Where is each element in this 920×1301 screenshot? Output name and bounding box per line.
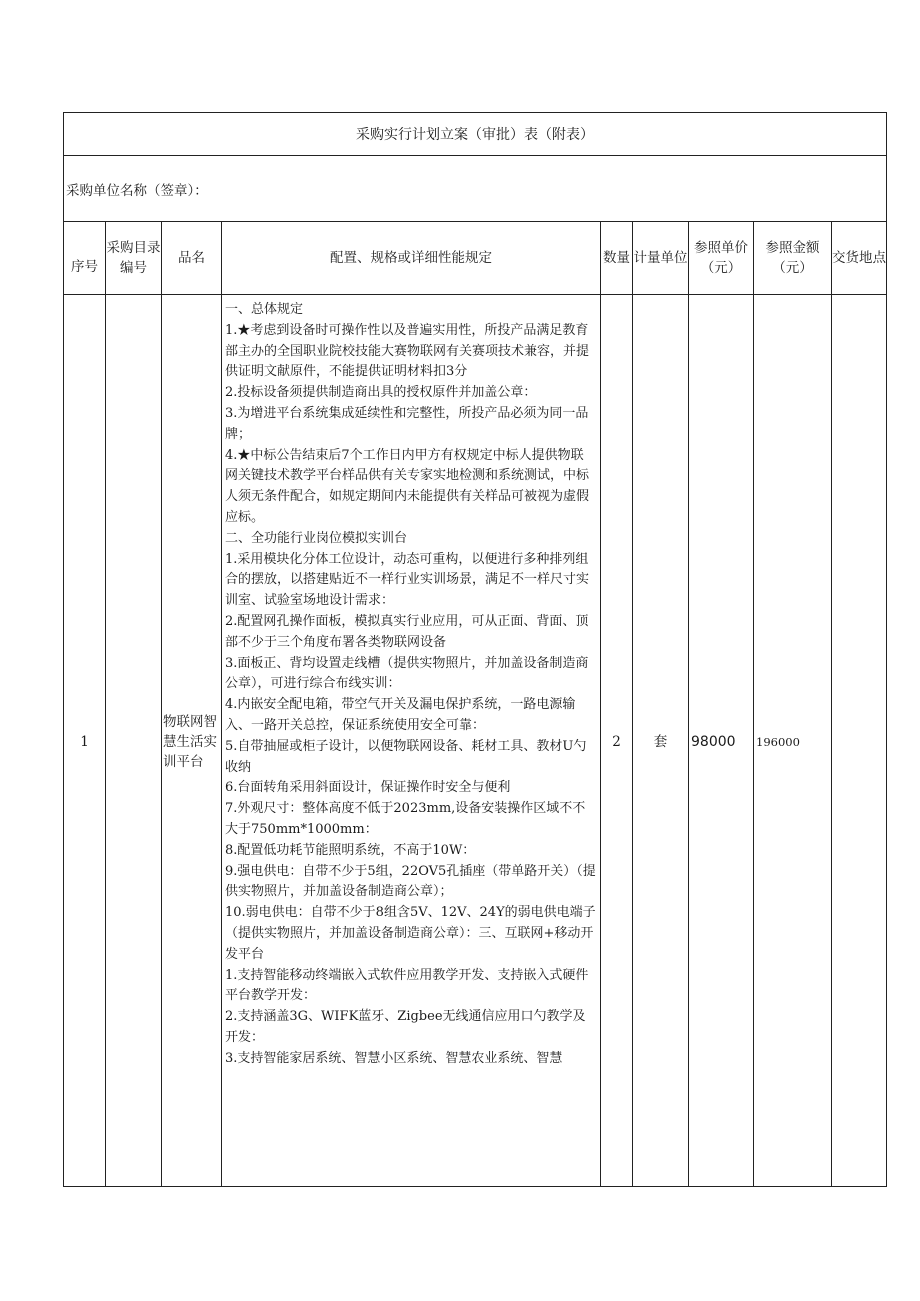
row-delivery	[832, 295, 886, 1187]
spec-line: 6.台面转角采用斜面设计，保证操作时安全与便利	[225, 780, 511, 796]
spec-line: 10.弱电供电：自带不少于8组含5V、12V、24Y的弱电供电端子（提供实物照片，并加盖设备制造商公章）：三、互联网+移动开发平台	[225, 905, 596, 962]
spec-line: 3.支持智能家居系统、智慧小区系统、智慧农业系统、智慧	[225, 1050, 563, 1066]
table-row	[64, 295, 886, 1187]
spec-line: 5.自带抽屉或柜子设计，以便物联网设备、耗材工具、教材U勺收纳	[225, 738, 587, 775]
header-seq: 序号	[64, 222, 106, 294]
header-spec: 配置、规格或详细性能规定	[222, 222, 601, 294]
header-ref-price: 参照单价（元）	[689, 222, 754, 294]
header-ref-amount: 参照金额（元）	[754, 222, 832, 294]
spec-line: 1.采用模块化分体工位设计，动态可重构，以便进行多种排列组合的摆放，以搭建贴近不一样行业实训场景，满足不一样尺寸实训室、试验室场地设计需求：	[225, 551, 590, 609]
row-item-name: 物联网智慧生活实训平台	[162, 295, 222, 1187]
spec-line: 2.支持涵盖3G、WIFK蓝牙、Zigbee无线通信应用口勺教学及开发：	[225, 1009, 586, 1045]
row-spec	[222, 295, 601, 1187]
spec-line: 7.外观尺寸：整体高度不低于2023mm,设备安装操作区域不不大于750mm*1000mm：	[225, 801, 586, 837]
row-ref-price: 98000	[689, 295, 754, 1187]
row-ref-amount: 196000	[754, 295, 832, 1187]
row-qty: 2	[601, 295, 633, 1187]
spec-line: 2.投标设备须提供制造商出具的授权原件并加盖公章：	[225, 385, 537, 401]
purchasing-unit-label: 采购单位名称（签章）：	[64, 156, 886, 222]
spec-line: 4.内嵌安全配电箱，带空气开关及漏电保护系统，一路电源输入、一路开关总控，保证系统使用安全可靠：	[225, 697, 576, 733]
procurement-table	[63, 112, 887, 1187]
header-row	[64, 222, 886, 295]
row-seq: 1	[64, 295, 106, 1187]
spec-list	[225, 300, 596, 1069]
spec-line: 8.配置低功耗节能照明系统，不高于10W：	[225, 842, 476, 858]
spec-line: 1.★考虑到设备时可操作性以及普遍实用性，所投产品满足教育部主办的全国职业院校技能大赛物联网有关赛项技术兼容，并提供证明文献原件，不能提供证明材料扣3分	[225, 322, 590, 380]
table-title: 采购实行计划立案（审批）表（附表）	[64, 113, 886, 156]
spec-line: 二、全功能行业岗位模拟实训台	[225, 530, 408, 546]
spec-line: 一、总体规定	[225, 302, 304, 317]
spec-line: 3.为增进平台系统集成延续性和完整性，所投产品必须为同一品牌；	[225, 405, 589, 442]
spec-line: 2.配置网孔操作面板，模拟真实行业应用，可从正面、背面、顶部不少于三个角度布署各类物联网设备	[225, 613, 589, 650]
spec-line: 1.支持智能移动终端嵌入式软件应用教学开发、支持嵌入式硬件平台教学开发：	[225, 967, 589, 1004]
spec-line: 4.★中标公告结束后7个工作日内甲方有权规定中标人提供物联网关键技术教学平台样品供有关专家实地检测和系统测试，中标人须无条件配合，如规定期间内未能提供有关样品可被视为虚假应标。	[225, 447, 590, 525]
row-unit: 套	[633, 295, 689, 1187]
header-catalog-no: 采购目录编号	[106, 222, 162, 294]
header-item-name: 品名	[162, 222, 222, 294]
spec-line: 3.面板正、背均设置走线槽（提供实物照片，并加盖设备制造商公章），可进行综合布线实训：	[225, 655, 589, 692]
header-unit: 计量单位	[633, 222, 689, 294]
header-qty: 数量	[601, 222, 633, 294]
row-catalog-no	[106, 295, 162, 1187]
spec-line: 9.强电供电：自带不少于5组，22OV5孔插座（带单路开关）（提供实物照片，并加盖设备制造商公章）；	[225, 863, 596, 900]
header-delivery: 交货地点	[832, 250, 886, 266]
